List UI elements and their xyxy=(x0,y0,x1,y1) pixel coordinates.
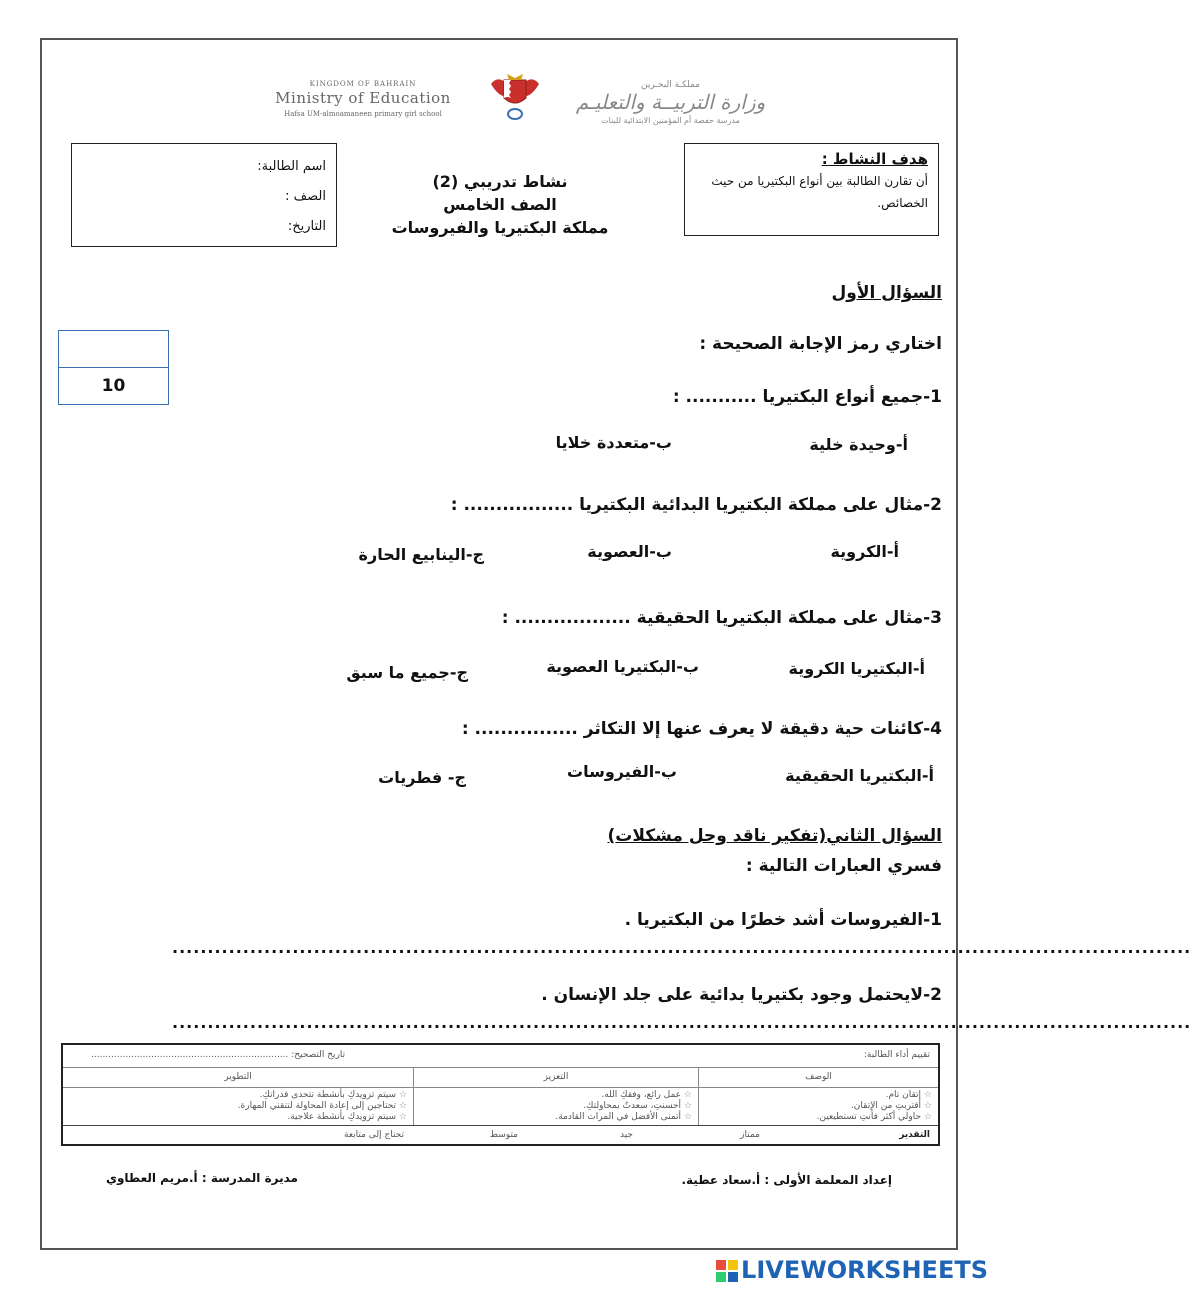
liveworksheets-brand xyxy=(716,1256,988,1284)
student-name-label: اسم الطالبة: xyxy=(257,159,326,174)
q1-item-3-option-b[interactable]: ب-البكتيريا العصوية xyxy=(546,657,699,676)
school-ar: مدرسة حفصة أم المؤمنين الابتدائية للبنات xyxy=(601,116,740,125)
q1-item-4-option-c[interactable]: ج- فطريات xyxy=(378,768,466,787)
star-icon: ☆ xyxy=(396,1090,407,1100)
question-1-instruction: اختاري رمز الإجابة الصحيحة : xyxy=(699,334,942,354)
star-icon: ☆ xyxy=(921,1112,932,1122)
school-en: Hafsa UM-almoamaneen primary girl school xyxy=(284,110,442,118)
q1-item-2-option-c[interactable]: ج-الينابيع الحارة xyxy=(358,545,484,564)
logo-arabic xyxy=(548,80,793,125)
evaluation-table xyxy=(61,1043,940,1146)
question-2-heading: السؤال الثاني(تفكير ناقد وحل مشكلات) xyxy=(607,826,942,846)
ministry-ar: وزارة التربيــة والتعليـم xyxy=(575,90,766,114)
q1-item-4-option-b[interactable]: ب-الفيروسات xyxy=(567,762,677,781)
title-line-2: الصف الخامس xyxy=(443,195,557,214)
col-reinforce-header: التعزيز xyxy=(413,1067,698,1087)
star-icon: ☆ xyxy=(681,1101,692,1111)
activity-goal-box xyxy=(684,143,939,236)
logo-english xyxy=(238,80,488,118)
description-3: ☆ حاولي أكثر فأنتِ تستطيعين. xyxy=(816,1112,932,1122)
question-1-heading: السؤال الأول xyxy=(831,283,942,303)
star-icon: ☆ xyxy=(921,1101,932,1111)
q1-item-4-option-a[interactable]: أ-البكتيريا الحقيقية xyxy=(785,766,934,785)
q1-item-1-option-b[interactable]: ب-متعددة خلايا xyxy=(555,433,672,452)
q1-item-3-option-c[interactable]: ج-جميع ما سبق xyxy=(346,663,468,682)
reinforce-2: ☆ أحسنتِ، سعدتُ بمحاولتكِ. xyxy=(583,1101,692,1111)
grade-needs-followup[interactable]: تحتاج إلى متابعة xyxy=(344,1130,404,1140)
q1-item-2-option-a[interactable]: أ-الكروية xyxy=(830,542,899,561)
ministry-en: Ministry of Education xyxy=(275,89,451,107)
star-icon: ☆ xyxy=(396,1112,407,1122)
bahrain-emblem-icon xyxy=(487,74,543,122)
q1-item-2-option-b[interactable]: ب-العصوية xyxy=(587,542,672,561)
star-icon: ☆ xyxy=(921,1090,932,1100)
develop-1: ☆ سيتم تزويدكِ بأنشطة تتحدى قدراتكِ. xyxy=(259,1090,407,1100)
q1-item-1: 1-جميع أنواع البكتيريا ........... : xyxy=(672,387,942,407)
student-info-box xyxy=(71,143,337,247)
worksheet-title xyxy=(380,170,620,239)
principal-credit: مديرة المدرسة : أ.مريم العطاوي xyxy=(105,1171,298,1185)
star-icon: ☆ xyxy=(681,1112,692,1122)
description-1: ☆ إتقان تام. xyxy=(885,1090,932,1100)
grade-average[interactable]: متوسط xyxy=(489,1130,518,1140)
q1-item-2: 2-مثال على مملكة البكتيريا البدائية البكتيريا ................. : xyxy=(450,495,942,515)
performance-label: تقييم أداء الطالبة: xyxy=(863,1050,930,1060)
q1-item-3-option-a[interactable]: أ-البكتيريا الكروية xyxy=(788,659,925,678)
grade-label: التقدير xyxy=(899,1130,930,1140)
goal-text: أن تقارن الطالبة بين أنواع البكتيريا من حيث الخصائص. xyxy=(711,174,928,210)
q1-item-4: 4-كائنات حية دقيقة لا يعرف عنها إلا التكاثر ................ : xyxy=(461,719,942,739)
q1-item-3: 3-مثال على مملكة البكتيريا الحقيقية .................. : xyxy=(501,608,942,628)
col-develop-header: التطوير xyxy=(224,1072,252,1082)
grade-good[interactable]: جيد xyxy=(619,1130,633,1140)
brand-name: LIVEWORKSHEETS xyxy=(741,1256,988,1284)
q2-item-1: 1-الفيروسات أشد خطرًا من البكتيريا . xyxy=(624,910,942,930)
star-icon: ☆ xyxy=(681,1090,692,1100)
q2-item-1-answer-line[interactable]: ................................................................................................................................................ xyxy=(172,938,1191,957)
score-total: 10 xyxy=(58,367,169,405)
kingdom-ar: مملكـة البحـرين xyxy=(640,80,701,90)
description-2: ☆ أقتربتِ من الإتقان. xyxy=(850,1101,932,1111)
student-class-label: الصف : xyxy=(285,189,326,204)
q1-item-1-option-a[interactable]: أ-وحيدة خلية xyxy=(809,435,908,454)
correction-date-label: تاريخ التصحيح: ..................................................................... xyxy=(91,1050,346,1060)
score-input[interactable] xyxy=(58,330,169,368)
reinforce-1: ☆ عمل رائع، وفقكِ الله. xyxy=(601,1090,692,1100)
reinforce-3: ☆ أتمنى الأفضل في المرات القادمة. xyxy=(555,1112,692,1122)
grade-excellent[interactable]: ممتاز xyxy=(740,1130,760,1140)
star-icon: ☆ xyxy=(396,1101,407,1111)
description-cell xyxy=(698,1087,938,1125)
develop-2: ☆ تحتاجين إلى إعادة المحاولة لتتقني المهارة. xyxy=(237,1101,407,1111)
title-line-3: مملكة البكتيريا والفيروسات xyxy=(391,218,609,237)
question-2-instruction: فسري العبارات التالية : xyxy=(745,856,942,876)
kingdom-en: KINGDOM OF BAHRAIN xyxy=(309,80,417,88)
col-description-header: الوصف xyxy=(698,1067,938,1087)
develop-cell xyxy=(63,1087,413,1125)
q2-item-2: 2-لايحتمل وجود بكتيريا بدائية على جلد الإنسان . xyxy=(541,985,942,1005)
q2-item-2-answer-line[interactable]: ................................................................................................................................................ xyxy=(172,1013,1191,1032)
student-date-label: التاريخ: xyxy=(287,219,326,234)
title-line-1: نشاط تدريبي (2) xyxy=(432,172,568,191)
develop-3: ☆ سيتم تزويدكِ بأنشطة علاجية. xyxy=(287,1112,407,1122)
reinforce-cell xyxy=(413,1087,698,1125)
goal-heading: هدف النشاط : xyxy=(821,150,928,168)
teacher-credit: إعداد المعلمة الأولى : أ.سعاد عطية. xyxy=(681,1173,892,1187)
liveworksheets-logo-icon xyxy=(716,1260,738,1282)
